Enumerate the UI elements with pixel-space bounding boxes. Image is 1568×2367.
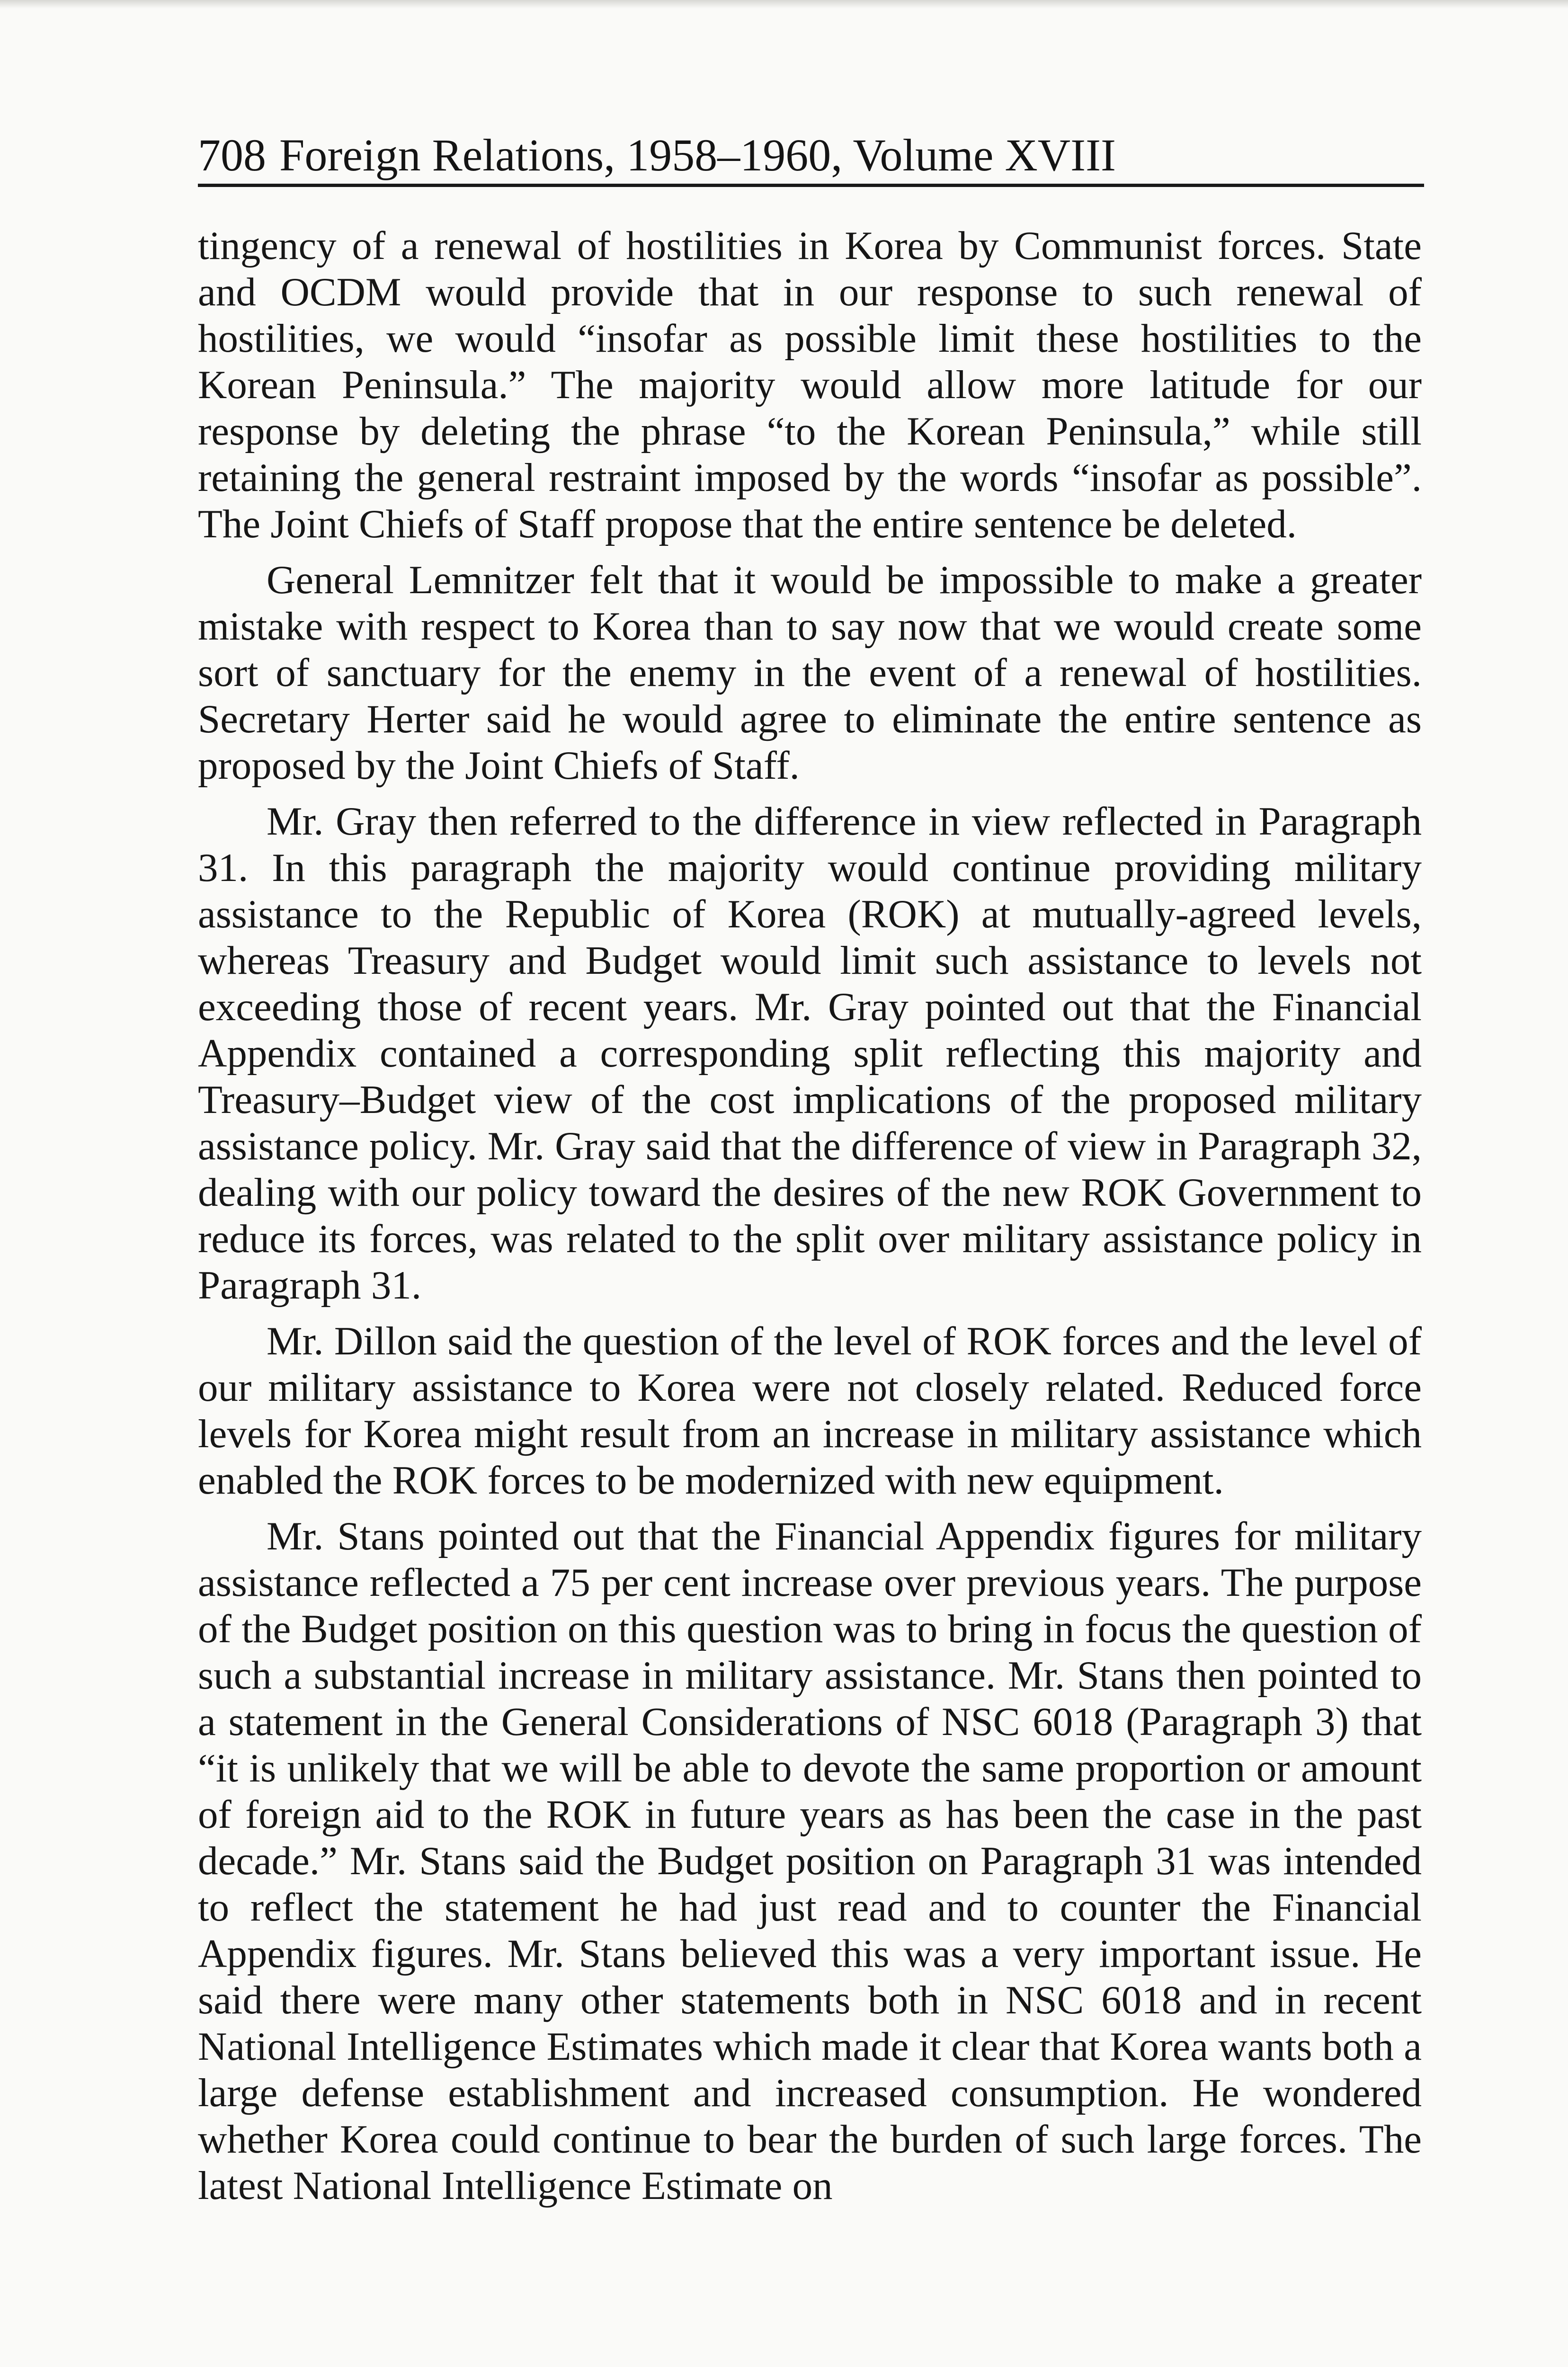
volume-title: Foreign Relations, 1958–1960, Volume XVIII xyxy=(279,130,1116,180)
paragraph-gray: Mr. Gray then referred to the difference in view reflected in Paragraph 31. In this paragraph the majority would continue providing military assistance to the Republic of Korea (ROK) at mutually-agreed levels, whereas Treasury and Budget would limit such assistance to levels not exceeding those of recent years. Mr. Gray pointed out that the Financial Appendix contained a corresponding split reflecting this majority and Treasury–Budget view of the cost implications of the proposed military assistance policy. Mr. Gray said that the difference of view in Paragraph 32, dealing with our policy toward the desires of the new ROK Government to reduce its forces, was related to the split over military assistance policy in Paragraph 31. xyxy=(198,799,1422,1308)
paragraph-lemnitzer: General Lemnitzer felt that it would be impossible to make a greater mistake with respect to Korea than to say now that we would create some sort of sanctuary for the enemy in the event of a renewal of hostilities. Secretary Herter said he would agree to eliminate the entire sentence as proposed by the Joint Chiefs of Staff. xyxy=(198,558,1422,788)
page-number: 708 xyxy=(198,130,266,180)
paragraph-stans: Mr. Stans pointed out that the Financial Appendix figures for military assistance reflected a 75 per cent increase over previous years. The purpose of the Budget position on this question was to bring in focus the question of such a substantial increase in military assistance. Mr. Stans then pointed to a statement in the General Considerations of NSC 6018 (Paragraph 3) that “it is unlikely that we will be able to devote the same proportion or amount of foreign aid to the ROK in future years as has been the case in the past decade.” Mr. Stans said the Budget position on Paragraph 31 was intended to reflect the statement he had just read and to counter the Financial Appendix figures. Mr. Stans believed this was a very important issue. He said there were many other statements both in NSC 6018 and in recent National Intelligence Estimates which made it clear that Korea wants both a large defense establishment and increased consumption. He wondered whether Korea could continue to bear the burden of such large forces. The latest National Intelligence Estimate on xyxy=(198,1514,1422,2208)
paragraph-dillon: Mr. Dillon said the question of the level of ROK forces and the level of our military assistance to Korea were not closely related. Reduced force levels for Korea might result from an increase in military assistance which enabled the ROK forces to be modernized with new equipment. xyxy=(198,1319,1422,1503)
body-text xyxy=(198,222,1422,2218)
paragraph-continuation: tingency of a renewal of hostilities in Korea by Communist forces. State and OCDM would provide that in our response to such renewal of hostilities, we would “insofar as possible limit these hostilities to the Korean Peninsula.” The majority would allow more latitude for our response by deleting the phrase “to the Korean Peninsula,” while still retaining the general restraint imposed by the words “insofar as possible”. The Joint Chiefs of Staff propose that the entire sentence be deleted. xyxy=(198,223,1422,546)
scan-edge xyxy=(0,0,1568,9)
running-header xyxy=(198,127,1424,187)
